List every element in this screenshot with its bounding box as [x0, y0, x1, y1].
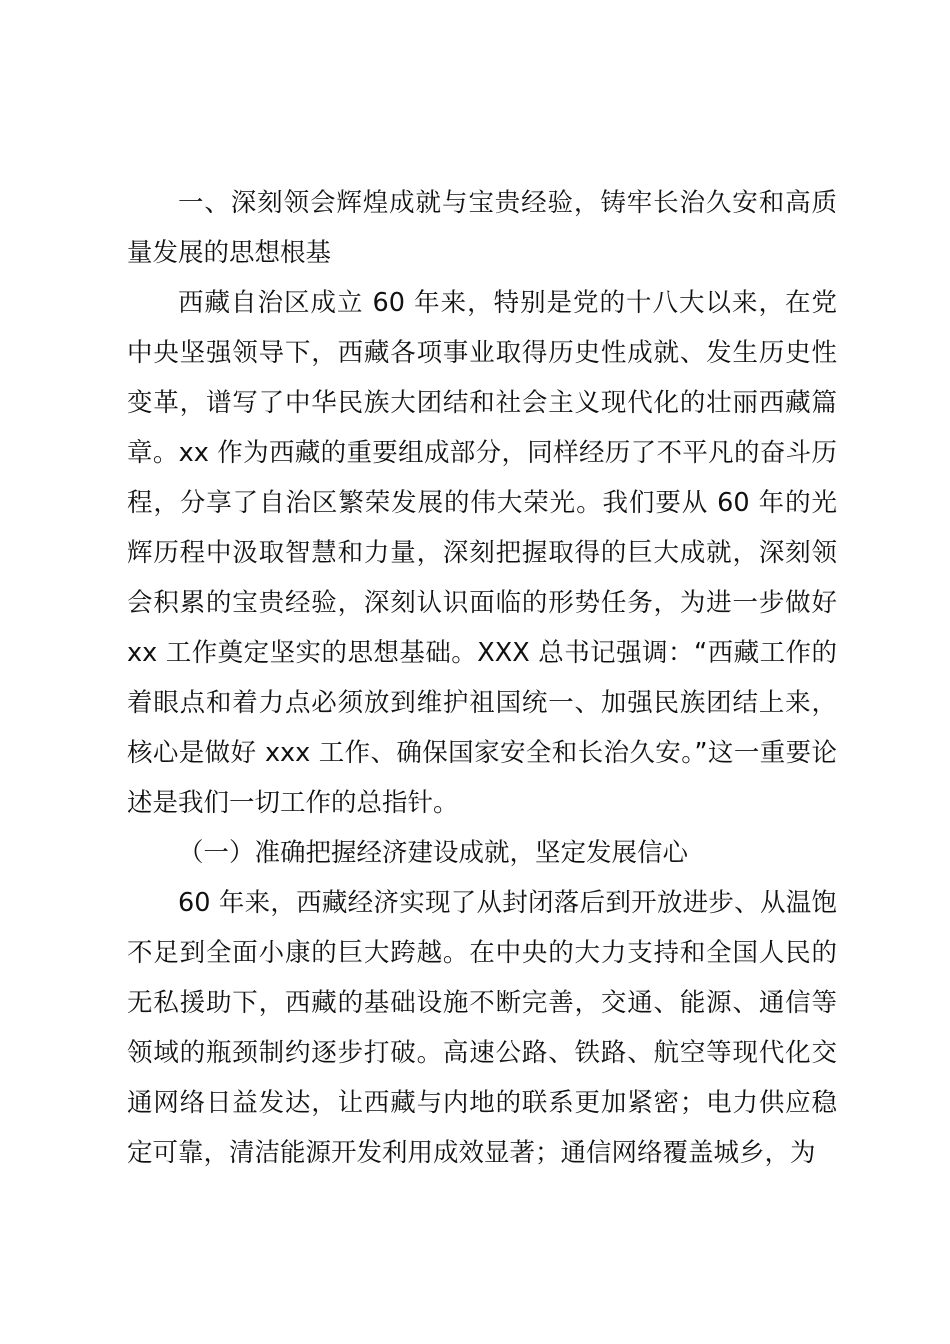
document-body: [127, 178, 837, 1178]
body-paragraph: 西藏自治区成立 60 年来，特别是党的十八大以来，在党中央坚强领导下，西藏各项事业取得历史性成就、发生历史性变革，谱写了中华民族大团结和社会主义现代化的壮丽西藏篇章。xx 作为西藏的重要组成部分，同样经历了不平凡的奋斗历程，分享了自治区繁荣发展的伟大荣光。我们要从 60 年的光辉历程中汲取智慧和力量，深刻把握取得的巨大成就，深刻领会积累的宝贵经验，深刻认识面临的形势任务，为进一步做好 xx 工作奠定坚实的思想基础。XXX 总书记强调：“西藏工作的着眼点和着力点必须放到维护祖国统一、加强民族团结上来，核心是做好 xxx 工作、确保国家安全和长治久安。”这一重要论述是我们一切工作的总指针。: [127, 288, 837, 818]
section-heading: 一、深刻领会辉煌成就与宝贵经验，铸牢长治久安和高质量发展的思想根基: [127, 188, 837, 268]
body-paragraph: 60 年来，西藏经济实现了从封闭落后到开放进步、从温饱不足到全面小康的巨大跨越。在中央的大力支持和全国人民的无私援助下，西藏的基础设施不断完善，交通、能源、通信等领域的瓶颈制约逐步打破。高速公路、铁路、航空等现代化交通网络日益发达，让西藏与内地的联系更加紧密；电力供应稳定可靠，清洁能源开发利用成效显著；通信网络覆盖城乡，为: [127, 888, 837, 1168]
subsection-heading: （一）准确把握经济建设成就，坚定发展信心: [178, 838, 689, 868]
